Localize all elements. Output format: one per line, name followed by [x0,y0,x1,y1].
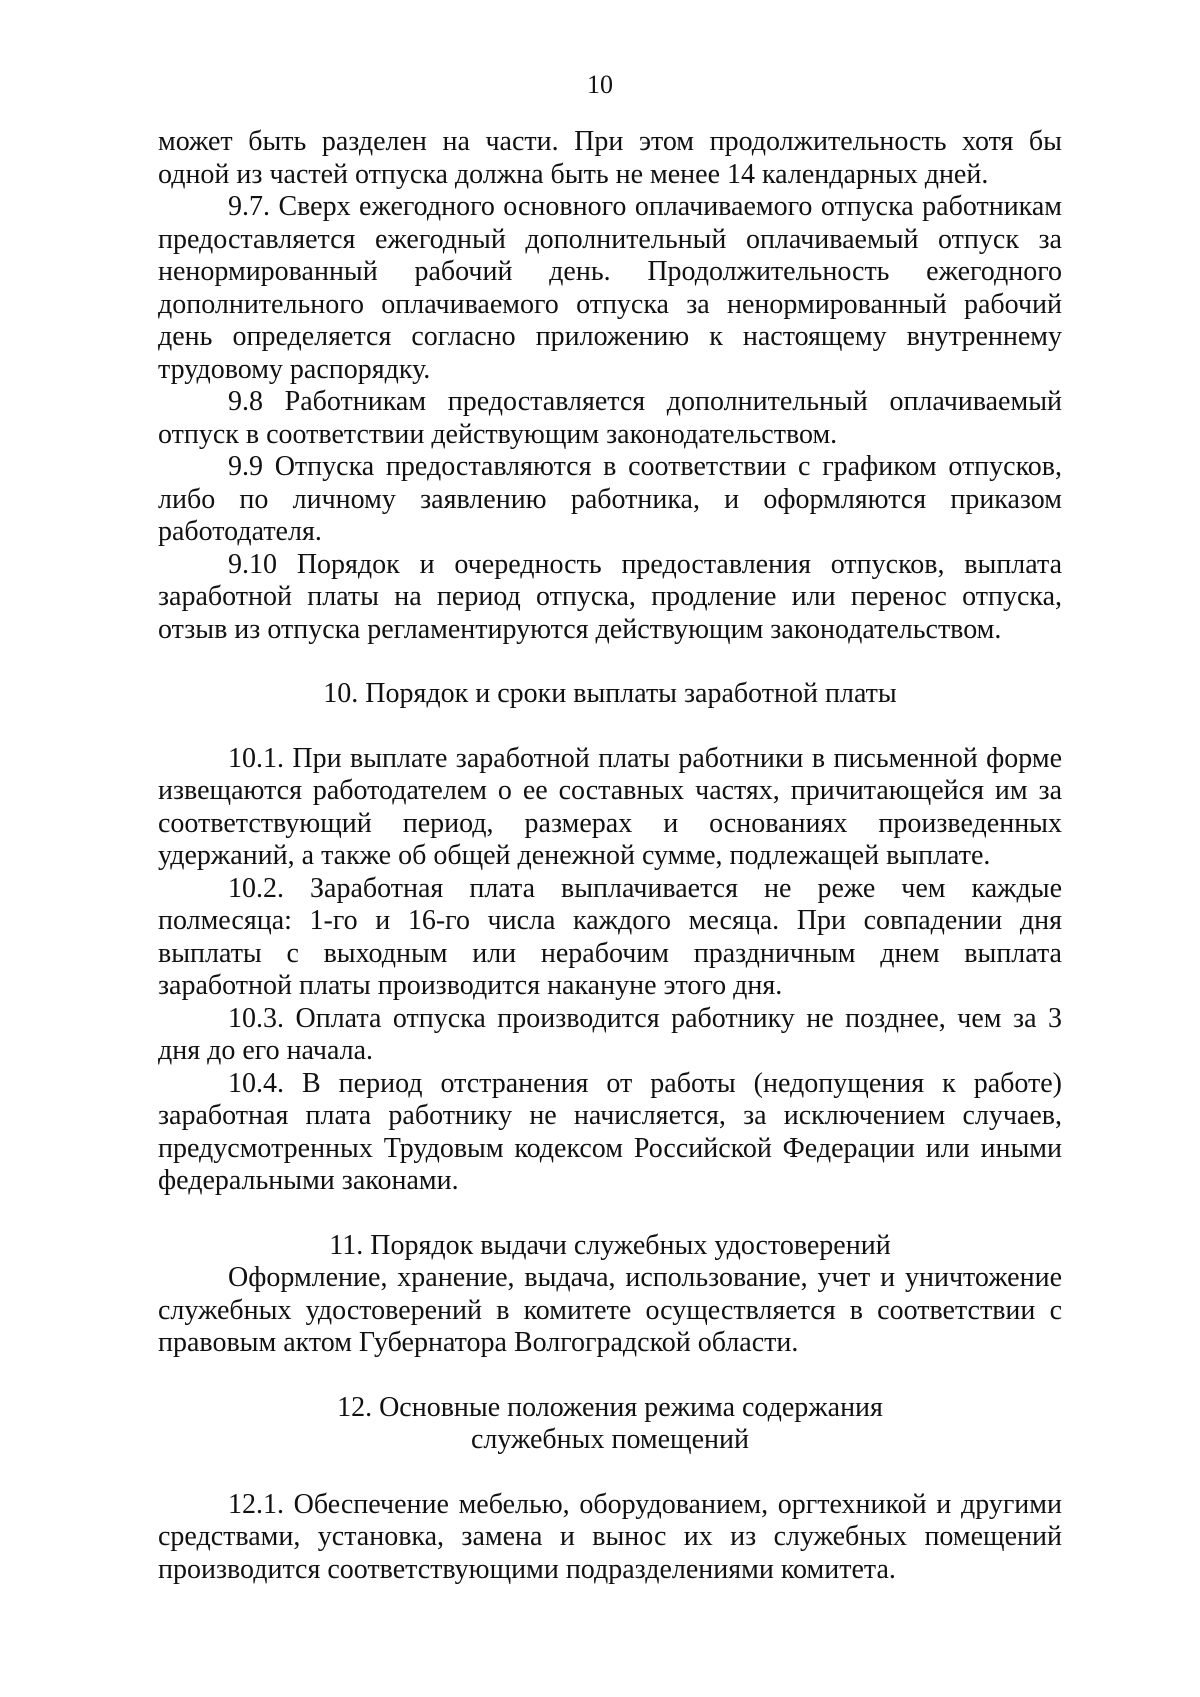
paragraph: 9.7. Сверх ежегодного основного оплачиваемого отпуска работникам предоставляется ежегодный дополнительный оплачиваемый отпуск за ненормированный рабочий день. Продолжительность ежегодного дополнительного оплачиваемого отпуска за ненормированный рабочий день определяется согласно приложению к настоящему внутреннему трудовому распорядку. [158,191,1062,385]
section-spacer [158,1360,1062,1392]
paragraph: Оформление, хранение, выдача, использование, учет и уничтожение служебных удостоверений в комитете осуществляется в соответствии с правовым актом Губернатора Волгоградской области. [158,1262,1062,1358]
paragraph: может быть разделен на части. При этом продолжительность хотя бы одной из частей отпуска должна быть не менее 14 календарных дней. [158,126,1062,190]
paragraph: 12.1. Обеспечение мебелью, оборудованием, оргтехникой и другими средствами, установка, замена и вынос их из служебных помещений производится соответствующими подразделениями комитета. [158,1488,1062,1585]
paragraph: 10.1. При выплате заработной платы работники в письменной форме извещаются работодателем о ее составных частях, причитающейся им за соответствующий период, размерах и основаниях произведенных удержаний, а также об общей денежной сумме, подлежащей выплате. [158,742,1062,871]
section-spacer [158,646,1062,678]
section-heading: 11. Порядок выдачи служебных удостоверений [329,1229,891,1261]
section-heading: 12. Основные положения режима содержания [337,1391,883,1423]
section-spacer [158,711,1062,743]
paragraph: 10.3. Оплата отпуска производится работнику не позднее, чем за 3 дня до его начала. [158,1002,1062,1066]
paragraph: 9.10 Порядок и очередность предоставления отпусков, выплата заработной платы на период отпуска, продление или перенос отпуска, отзыв из отпуска регламентируются действующим законодательством. [158,548,1062,645]
document-body [158,126,1062,1586]
paragraph: 9.8 Работникам предоставляется дополнительный оплачиваемый отпуск в соответствии действующим законодательством. [158,386,1062,450]
paragraph: 10.2. Заработная плата выплачивается не реже чем каждые полмесяца: 1-го и 16-го числа каждого месяца. При совпадении дня выплаты с выходным или нерабочим праздничным днем выплата заработной платы производится накануне этого дня. [158,872,1062,1001]
section-spacer [158,1457,1062,1489]
section-heading: 10. Порядок и сроки выплаты заработной платы [323,678,897,709]
paragraph: 10.4. В период отстранения от работы (недопущения к работе) заработная плата работнику не начисляется, за исключением случаев, предусмотренных Трудовым кодексом Российской Федерации или иными федеральными законами. [158,1067,1062,1196]
section-spacer [158,1198,1062,1230]
page-number: 10 [587,70,613,99]
section-heading: служебных помещений [470,1424,750,1455]
paragraph: 9.9 Отпуска предоставляются в соответствии с графиком отпусков, либо по личному заявлению работника, и оформляются приказом работодателя. [158,451,1062,547]
